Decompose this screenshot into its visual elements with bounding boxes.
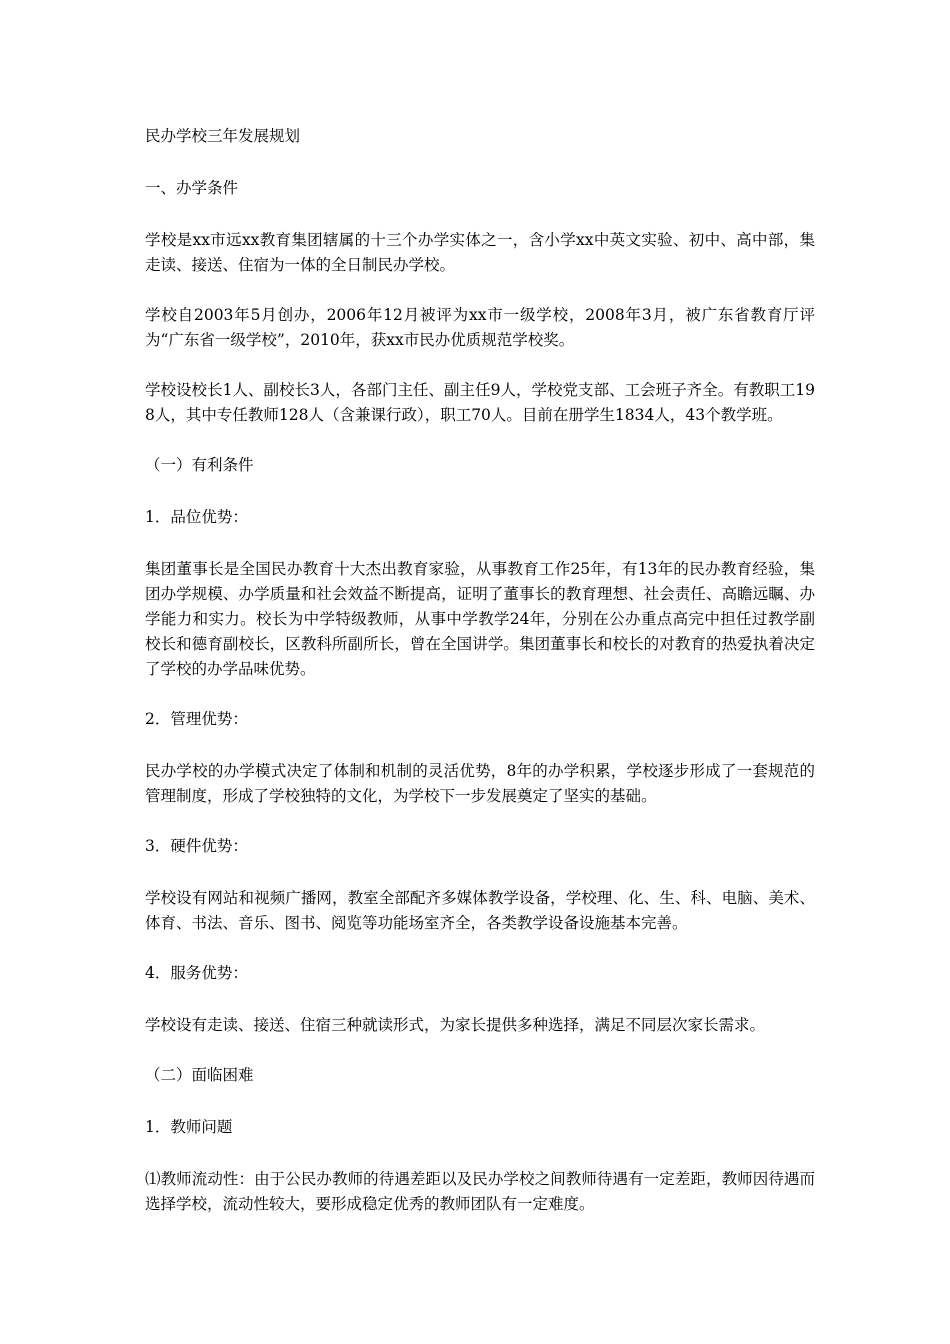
paragraph: 集团董事长是全国民办教育十大杰出教育家验，从事教育工作25年，有13年的民办教育经验，集团办学规模、办学质量和社会效益不断提高，证明了董事长的教育理想、社会责任、高瞻远瞩、办学能力和实力。校长为中学特级教师，从事中学教学24年，分别在公办重点高完中担任过教学副校长和德育副校长，区教科所副所长，曾在全国讲学。集团董事长和校长的对教育的热爱执着决定了学校的办学品味优势。: [145, 560, 815, 678]
subsection-heading: （二）面临困难: [145, 1066, 254, 1084]
document-title: 民办学校三年发展规划: [145, 127, 301, 145]
paragraph: 学校自2003年5月创办，2006年12月被评为xx市一级学校，2008年3月，被广东省教育厅评为“广东省一级学校”，2010年，获xx市民办优质规范学校奖。: [145, 306, 815, 349]
item-heading: 1．品位优势：: [145, 508, 248, 526]
item-heading: 3．硬件优势：: [145, 837, 248, 855]
paragraph: 民办学校的办学模式决定了体制和机制的灵活优势，8年的办学积累，学校逐步形成了一套规范的管理制度，形成了学校独特的文化，为学校下一步发展奠定了坚实的基础。: [145, 762, 815, 805]
item-heading: 1．教师问题: [145, 1118, 233, 1136]
document-page: [145, 124, 815, 1242]
paragraph: 学校设有网站和视频广播网，教室全部配齐多媒体教学设备，学校理、化、生、科、电脑、美术、体育、书法、音乐、图书、阅览等功能场室齐全，各类教学设备设施基本完善。: [145, 889, 815, 932]
item-heading: 2．管理优势：: [145, 710, 248, 728]
paragraph: ⑴教师流动性：由于公民办教师的待遇差距以及民办学校之间教师待遇有一定差距，教师因待遇而选择学校，流动性较大，要形成稳定优秀的教师团队有一定难度。: [145, 1170, 815, 1213]
subsection-heading: （一）有利条件: [145, 456, 254, 474]
item-heading: 4．服务优势：: [145, 964, 248, 982]
section-heading: 一、办学条件: [145, 179, 239, 197]
paragraph: 学校是xx市远xx教育集团辖属的十三个办学实体之一，含小学xx中英文实验、初中、高中部，集走读、接送、住宿为一体的全日制民办学校。: [145, 231, 815, 274]
paragraph: 学校设有走读、接送、住宿三种就读形式，为家长提供多种选择，满足不同层次家长需求。: [145, 1016, 766, 1034]
paragraph: 学校设校长1人、副校长3人，各部门主任、副主任9人，学校党支部、工会班子齐全。有教职工198人，其中专任教师128人（含兼课行政），职工70人。目前在册学生1834人，43个教学班。: [145, 381, 815, 424]
